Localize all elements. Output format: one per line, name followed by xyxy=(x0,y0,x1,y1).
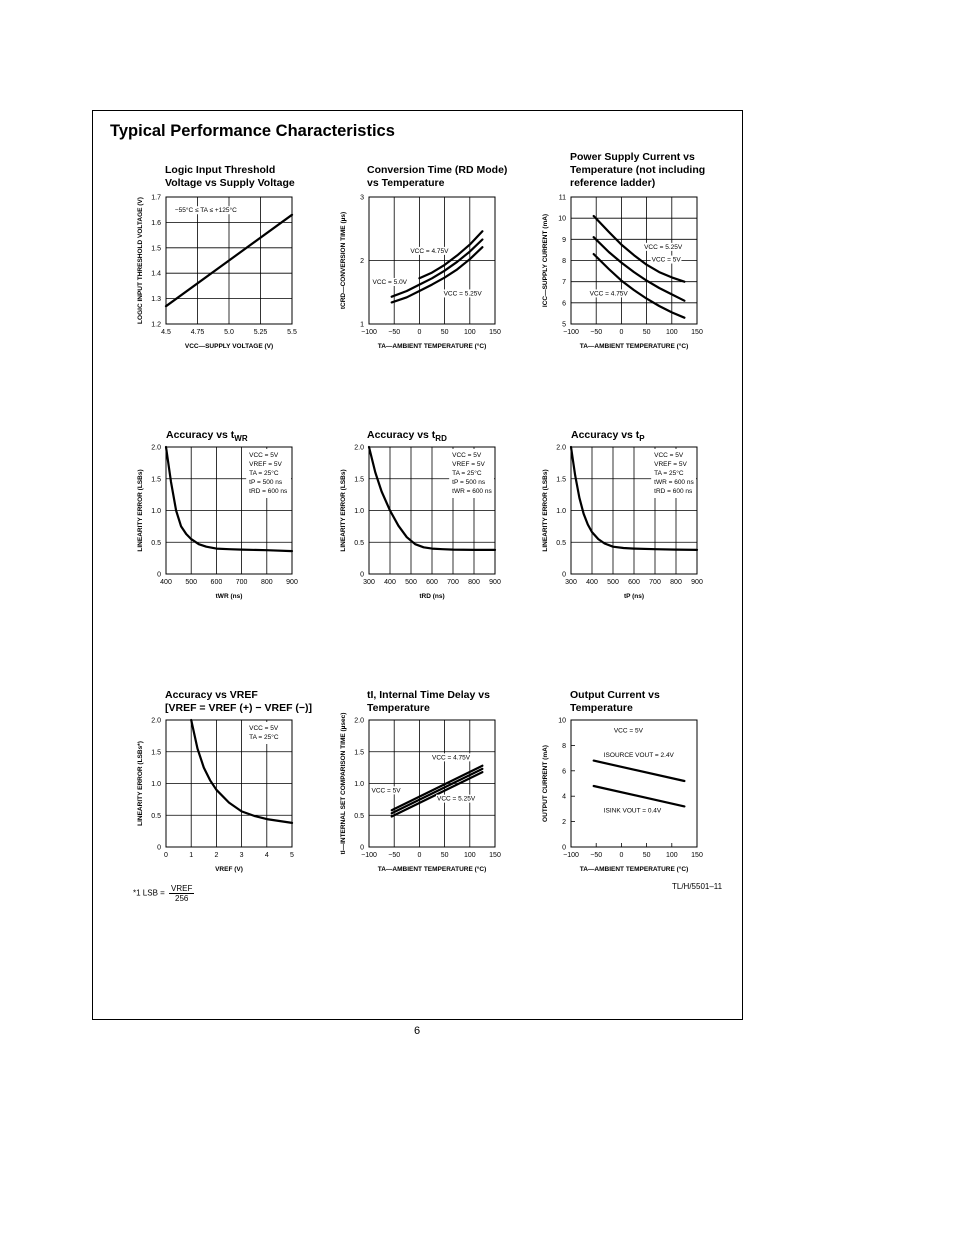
y-tick-label: 6 xyxy=(562,768,566,776)
x-tick-label: 4.75 xyxy=(190,329,205,336)
y-tick-label: 0 xyxy=(562,571,566,579)
y-axis-label: LINEARITY ERROR (LSBs) xyxy=(340,469,347,552)
series-line xyxy=(392,766,483,811)
x-tick-label: 150 xyxy=(691,852,703,859)
annotation-label: VCC = 5V xyxy=(613,727,643,735)
x-tick-label: 500 xyxy=(185,579,198,586)
chart-title-line: Power Supply Current vs xyxy=(570,151,695,163)
chart-supply-current xyxy=(535,190,710,360)
chart-title-line: [VREF = VREF (+) − VREF (−)] xyxy=(165,702,313,714)
y-tick-label: 1.0 xyxy=(151,781,161,788)
annotation-label: ISINK VOUT = 0.4V xyxy=(603,807,662,815)
y-tick-label: 0 xyxy=(360,571,364,579)
y-tick-label: 1.5 xyxy=(151,749,161,757)
y-tick-label: 1.0 xyxy=(151,508,161,515)
annotation-label: VCC = 5.25V xyxy=(644,243,683,251)
x-tick-label: −50 xyxy=(590,329,603,336)
x-axis-label: TA—AMBIENT TEMPERATURE (°C) xyxy=(579,343,689,350)
series-line xyxy=(594,254,685,318)
chart-title-line: Temperature (not including xyxy=(570,164,706,176)
x-axis-label: tWR (ns) xyxy=(215,593,243,600)
annotation-label: −55°C ≤ TA ≤ +125°C xyxy=(174,207,237,215)
y-axis-label: tI—INTERNAL SET COMPARISON TIME (µsec) xyxy=(340,712,347,855)
x-tick-label: −50 xyxy=(388,852,401,859)
x-tick-label: −50 xyxy=(590,852,603,859)
x-tick-label: 2 xyxy=(214,852,219,859)
footnote-fraction xyxy=(169,884,194,903)
y-tick-label: 0 xyxy=(157,844,161,852)
footnote-numerator: VREF xyxy=(171,884,193,893)
y-tick-label: 1.7 xyxy=(151,194,161,202)
x-tick-label: 700 xyxy=(649,579,661,586)
chart-accuracy-twr xyxy=(130,440,305,610)
y-tick-label: 1.5 xyxy=(354,476,364,484)
annotation-label: VCC = 5V xyxy=(651,256,681,264)
x-tick-label: 400 xyxy=(160,579,172,586)
chart-title-line: vs Temperature xyxy=(367,177,445,189)
footnote-denominator: 256 xyxy=(175,894,189,903)
chart-title-sub: P xyxy=(639,434,645,444)
page-number: 6 xyxy=(414,1025,421,1037)
x-tick-label: −100 xyxy=(361,852,377,859)
x-axis-label: VREF (V) xyxy=(215,866,243,873)
annotation-label: VCC = 5.25V xyxy=(437,795,476,803)
y-tick-label: 1.0 xyxy=(354,781,364,788)
x-tick-label: 100 xyxy=(463,852,476,859)
series-line xyxy=(594,761,685,781)
chart-title-conversion-time xyxy=(367,164,507,190)
plot-frame xyxy=(571,720,697,847)
figure-ref: TL/H/5501–11 xyxy=(672,882,723,891)
chart-title-logic-threshold xyxy=(165,164,295,190)
x-tick-label: 700 xyxy=(447,579,459,586)
x-tick-label: 50 xyxy=(440,329,449,336)
chart-title-internal-delay xyxy=(367,689,490,715)
chart-title-line: Temperature xyxy=(570,702,633,714)
y-tick-label: 1.3 xyxy=(151,296,161,304)
y-tick-label: 0.5 xyxy=(151,539,161,547)
chart-title-line: Output Current vs xyxy=(570,689,660,701)
chart-title-line: Accuracy vs VREF xyxy=(165,689,258,701)
series-line xyxy=(392,772,483,816)
chart-title-line: tI, Internal Time Delay vs xyxy=(367,689,490,701)
condition-label: VREF = 5V xyxy=(654,461,687,468)
y-tick-label: 10 xyxy=(558,215,566,223)
x-tick-label: 300 xyxy=(363,579,375,586)
y-tick-label: 1.2 xyxy=(151,321,161,329)
y-tick-label: 5 xyxy=(562,321,566,329)
x-axis-label: TA—AMBIENT TEMPERATURE (°C) xyxy=(579,866,689,873)
y-axis-label: LINEARITY ERROR (LSBs) xyxy=(137,469,144,552)
x-tick-label: 1 xyxy=(189,852,194,859)
x-axis-label: TA—AMBIENT TEMPERATURE (°C) xyxy=(377,866,487,873)
x-tick-label: 800 xyxy=(670,579,682,586)
chart-accuracy-vref xyxy=(130,713,305,883)
y-tick-label: 8 xyxy=(562,258,566,265)
x-tick-label: 900 xyxy=(691,579,703,586)
x-tick-label: 150 xyxy=(691,329,703,336)
x-tick-label: 5.25 xyxy=(253,329,268,336)
chart-title-line: Temperature xyxy=(367,702,430,714)
x-tick-label: 100 xyxy=(463,329,476,336)
footnote-prefix: *1 LSB = xyxy=(133,888,165,898)
series-line xyxy=(594,786,685,806)
y-tick-label: 10 xyxy=(558,717,566,725)
chart-title-main: Accuracy vs t xyxy=(166,429,235,441)
y-tick-label: 1.0 xyxy=(354,508,364,515)
y-tick-label: 1.6 xyxy=(151,219,161,227)
x-tick-label: −100 xyxy=(361,329,377,336)
x-tick-label: 0 xyxy=(417,329,422,336)
condition-label: VREF = 5V xyxy=(452,461,485,468)
y-tick-label: 2.0 xyxy=(151,717,161,725)
x-tick-label: 500 xyxy=(405,579,417,586)
condition-label: VREF = 5V xyxy=(249,461,282,468)
x-tick-label: 600 xyxy=(426,579,438,586)
condition-label: VCC = 5V xyxy=(249,725,279,732)
y-tick-label: 2.0 xyxy=(151,444,161,452)
x-tick-label: 900 xyxy=(286,579,298,586)
x-axis-label: tRD (ns) xyxy=(419,593,445,600)
x-tick-label: 5.5 xyxy=(287,329,297,336)
y-tick-label: 8 xyxy=(562,742,566,750)
x-tick-label: 50 xyxy=(440,852,449,859)
condition-label: tWR = 600 ns xyxy=(452,488,492,495)
x-tick-label: 4 xyxy=(264,852,269,859)
x-tick-label: 50 xyxy=(642,852,651,859)
y-tick-label: 11 xyxy=(558,194,566,202)
chart-title-output-current xyxy=(570,689,660,715)
y-tick-label: 3 xyxy=(360,194,364,202)
chart-title-sub: WR xyxy=(234,434,248,444)
annotation-label: VCC = 5.0V xyxy=(372,278,408,286)
chart-accuracy-tp xyxy=(535,440,710,610)
y-tick-label: 4 xyxy=(562,793,566,801)
y-tick-label: 2.0 xyxy=(556,444,566,452)
x-tick-label: 0 xyxy=(417,852,422,859)
y-tick-label: 0.5 xyxy=(354,812,364,820)
chart-title-line: Voltage vs Supply Voltage xyxy=(165,177,295,189)
y-tick-label: 7 xyxy=(562,279,566,287)
chart-logic-threshold xyxy=(130,190,305,360)
chart-title-line: Logic Input Threshold xyxy=(165,164,276,176)
chart-title-main: Accuracy vs t xyxy=(571,429,640,441)
y-axis-label: OUTPUT CURRENT (mA) xyxy=(542,745,549,822)
y-tick-label: 2.0 xyxy=(354,444,364,452)
x-tick-label: 150 xyxy=(489,852,501,859)
y-tick-label: 0 xyxy=(157,571,161,579)
condition-label: tRD = 600 ns xyxy=(654,488,693,495)
y-tick-label: 1 xyxy=(360,321,364,329)
x-tick-label: 0 xyxy=(164,852,168,859)
y-tick-label: 1.5 xyxy=(151,245,161,253)
annotation-label: VCC = 4.75V xyxy=(410,247,449,255)
x-tick-label: 5 xyxy=(290,852,294,859)
annotation-label: ISOURCE VOUT = 2.4V xyxy=(603,751,674,759)
condition-label: TA = 25°C xyxy=(452,470,482,477)
x-tick-label: 4.5 xyxy=(161,329,171,336)
chart-title-main: Accuracy vs t xyxy=(367,429,436,441)
y-axis-label: LINEARITY ERROR (LSBs*) xyxy=(137,741,144,826)
chart-title-line: Conversion Time (RD Mode) xyxy=(367,164,508,176)
x-tick-label: 100 xyxy=(665,852,678,859)
y-tick-label: 0 xyxy=(360,844,364,852)
y-tick-label: 2.0 xyxy=(354,717,364,725)
x-tick-label: 3 xyxy=(239,852,244,859)
y-tick-label: 0.5 xyxy=(354,539,364,547)
condition-label: tRD = 600 ns xyxy=(249,488,288,495)
chart-title-line: reference ladder) xyxy=(570,177,656,189)
condition-label: tP = 500 ns xyxy=(249,479,283,486)
y-tick-label: 1.5 xyxy=(354,749,364,757)
y-tick-label: 9 xyxy=(562,236,566,244)
x-tick-label: 300 xyxy=(565,579,577,586)
chart-internal-delay xyxy=(333,713,508,883)
x-axis-label: VCC—SUPPLY VOLTAGE (V) xyxy=(184,343,274,350)
x-tick-label: 0 xyxy=(619,852,624,859)
x-tick-label: 700 xyxy=(235,579,248,586)
x-tick-label: 0 xyxy=(619,329,624,336)
chart-title-accuracy-vref xyxy=(165,689,312,715)
x-tick-label: 150 xyxy=(489,329,501,336)
y-tick-label: 0 xyxy=(562,844,566,852)
annotation-label: VCC = 5V xyxy=(371,787,401,795)
y-tick-label: 1.0 xyxy=(556,508,566,515)
x-tick-label: −100 xyxy=(563,852,579,859)
x-tick-label: −100 xyxy=(563,329,579,336)
y-tick-label: 6 xyxy=(562,300,566,308)
y-axis-label: LOGIC INPUT THRESHOLD VOLTAGE (V) xyxy=(137,197,144,324)
annotation-label: VCC = 4.75V xyxy=(432,754,471,762)
annotation-label: VCC = 5.25V xyxy=(443,290,482,298)
x-tick-label: 900 xyxy=(489,579,501,586)
chart-output-current xyxy=(535,713,710,883)
chart-conversion-time xyxy=(333,190,508,360)
x-tick-label: 500 xyxy=(607,579,619,586)
condition-label: tWR = 600 ns xyxy=(654,479,694,486)
x-tick-label: 5.0 xyxy=(224,329,234,336)
x-tick-label: 600 xyxy=(628,579,640,586)
x-tick-label: −50 xyxy=(388,329,401,336)
y-axis-label: tCRD—CONVERSION TIME (µs) xyxy=(340,211,347,310)
x-tick-label: 800 xyxy=(260,579,273,586)
y-tick-label: 1.5 xyxy=(556,476,566,484)
y-tick-label: 0.5 xyxy=(556,539,566,547)
condition-label: TA = 25°C xyxy=(249,734,279,741)
y-tick-label: 2 xyxy=(562,819,566,827)
x-tick-label: 800 xyxy=(468,579,480,586)
condition-label: VCC = 5V xyxy=(452,452,482,459)
x-tick-label: 600 xyxy=(210,579,223,586)
chart-title-supply-current xyxy=(570,151,705,190)
condition-label: tP = 500 ns xyxy=(452,479,486,486)
annotation-label: VCC = 4.75V xyxy=(589,290,628,298)
x-tick-label: 50 xyxy=(642,329,651,336)
y-axis-label: LINEARITY ERROR (LSBs) xyxy=(542,469,549,552)
y-tick-label: 1.5 xyxy=(151,476,161,484)
x-tick-label: 400 xyxy=(384,579,396,586)
chart-title-sub: RD xyxy=(435,434,447,444)
y-axis-label: ICC—SUPPLY CURRENT (mA) xyxy=(542,213,549,308)
condition-label: TA = 25°C xyxy=(249,470,279,477)
condition-label: TA = 25°C xyxy=(654,470,684,477)
condition-label: VCC = 5V xyxy=(654,452,684,459)
x-tick-label: 100 xyxy=(665,329,678,336)
footnote-lsb xyxy=(133,884,194,903)
x-axis-label: TA—AMBIENT TEMPERATURE (°C) xyxy=(377,343,487,350)
y-tick-label: 2 xyxy=(360,258,364,265)
y-tick-label: 0.5 xyxy=(151,812,161,820)
section-title: Typical Performance Characteristics xyxy=(110,122,395,140)
y-tick-label: 1.4 xyxy=(151,270,161,278)
condition-label: VCC = 5V xyxy=(249,452,279,459)
chart-accuracy-trd xyxy=(333,440,508,610)
series-line xyxy=(392,769,483,813)
x-axis-label: tP (ns) xyxy=(623,593,645,600)
x-tick-label: 400 xyxy=(586,579,598,586)
